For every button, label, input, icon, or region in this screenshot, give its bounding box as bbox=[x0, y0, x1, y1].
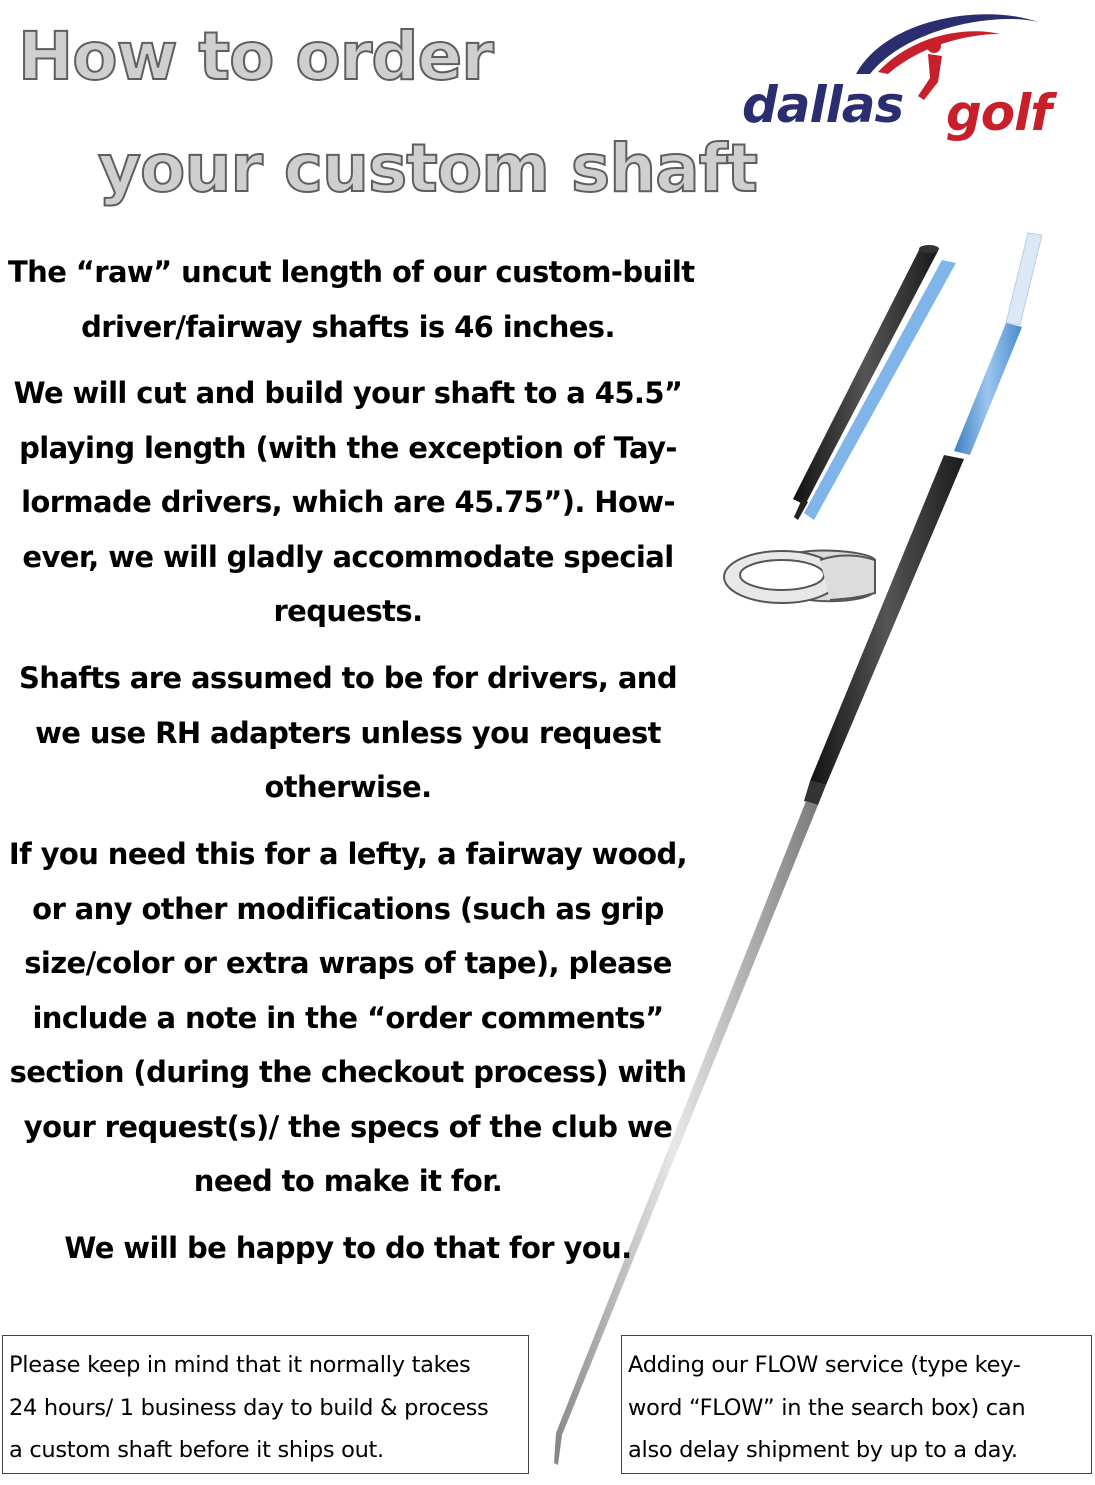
note-line: Adding our FLOW service (type key- bbox=[628, 1352, 1021, 1378]
paragraph-line: we use RH adapters unless you request bbox=[35, 715, 661, 750]
paragraph-line: need to make it for. bbox=[193, 1164, 503, 1198]
paragraph-line: otherwise. bbox=[264, 770, 432, 804]
paragraph-line: If you need this for a lefty, a fairway wood, bbox=[8, 837, 688, 871]
paragraph-line: We will cut and build your shaft to a 45.5” bbox=[13, 376, 683, 410]
paragraph-modifications bbox=[8, 827, 688, 1209]
note-line: 24 hours/ 1 business day to build & process bbox=[9, 1394, 489, 1421]
paragraph-closing bbox=[8, 1221, 688, 1276]
page-title-line1: How to order bbox=[18, 18, 493, 95]
paragraph-adapters bbox=[8, 651, 688, 815]
note-line: Please keep in mind that it normally takes bbox=[9, 1352, 471, 1378]
adapter-icon bbox=[954, 233, 1042, 455]
paragraph-line: Shafts are assumed to be for drivers, and bbox=[18, 661, 678, 695]
paragraph-line: requests. bbox=[273, 594, 423, 628]
paragraph-raw-length bbox=[8, 245, 695, 354]
paragraph-line: size/color or extra wraps of tape), please bbox=[24, 946, 672, 980]
grip-icon bbox=[793, 245, 956, 520]
tape-roll-icon bbox=[724, 551, 875, 603]
paragraph-line: We will be happy to do that for you. bbox=[64, 1231, 632, 1265]
paragraph-line: The “raw” uncut length of our custom-built bbox=[8, 255, 695, 289]
note-flow-service bbox=[621, 1335, 1092, 1474]
dallas-golf-logo bbox=[738, 4, 1088, 144]
note-line: word “FLOW” in the search box) can bbox=[628, 1394, 1026, 1421]
paragraph-line: include a note in the “order comments” bbox=[32, 1000, 664, 1035]
paragraph-line: lormade drivers, which are 45.75”). How- bbox=[21, 485, 675, 519]
paragraph-line: ever, we will gladly accommodate special bbox=[22, 539, 674, 574]
logo-word-golf: golf bbox=[946, 84, 1052, 142]
note-build-time bbox=[2, 1335, 529, 1474]
paragraph-line: driver/fairway shafts is 46 inches. bbox=[81, 309, 615, 344]
note-line: also delay shipment by up to a day. bbox=[628, 1437, 1018, 1463]
paragraph-line: your request(s)/ the specs of the club we bbox=[23, 1109, 673, 1144]
paragraph-playing-length bbox=[8, 366, 688, 639]
swoosh-icon bbox=[856, 14, 1038, 74]
note-line: a custom shaft before it ships out. bbox=[9, 1437, 384, 1463]
paragraph-line: or any other modifications (such as grip bbox=[32, 891, 664, 926]
logo-word-dallas: dallas bbox=[742, 76, 904, 134]
paragraph-line: section (during the checkout process) with bbox=[9, 1055, 687, 1089]
page-title-line2: your custom shaft bbox=[98, 130, 757, 207]
paragraph-line: playing length (with the exception of Tay- bbox=[19, 430, 677, 465]
